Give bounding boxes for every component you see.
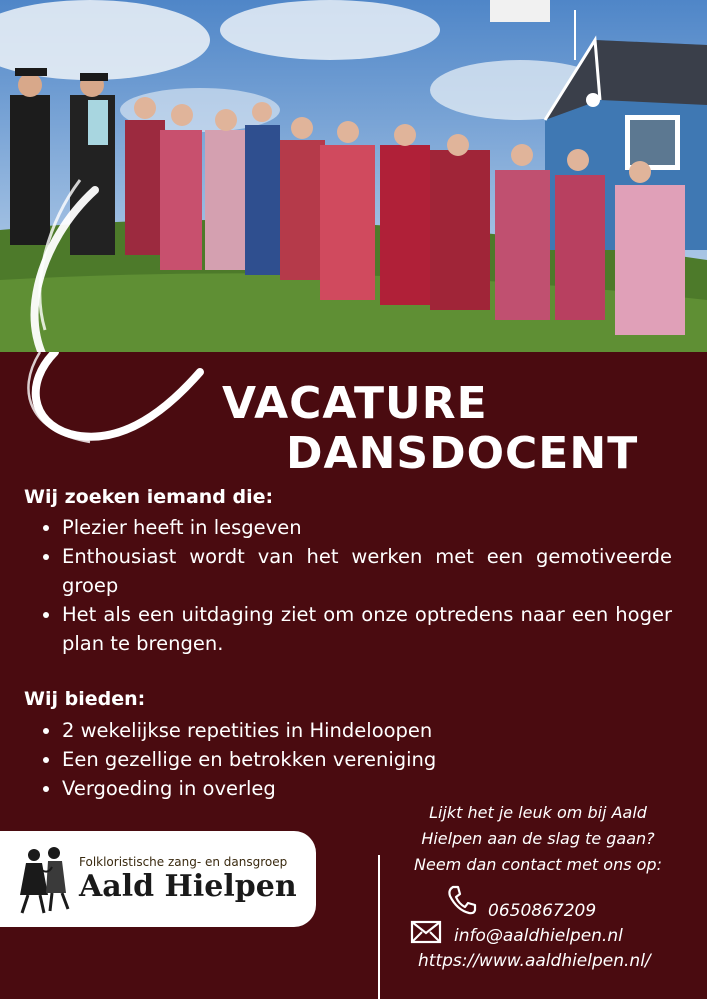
call-to-action	[388, 800, 688, 878]
list-item: Het als een uitdaging ziet om onze optredens naar een hoger plan te brengen.	[40, 600, 672, 658]
list-item: 2 wekelijkse repetities in Hindeloopen	[40, 716, 672, 745]
logo-card	[0, 831, 316, 927]
email-address[interactable]: info@aaldhielpen.nl	[454, 926, 623, 946]
decorative-swoosh	[0, 352, 220, 452]
seeking-list	[40, 513, 672, 658]
list-item: Vergoeding in overleg	[40, 774, 672, 803]
cta-line: Lijkt het je leuk om bij Aald	[429, 803, 647, 822]
logo-name: Aald Hielpen	[79, 869, 297, 904]
title-line-1: VACATURE	[222, 378, 488, 429]
cta-line: Neem dan contact met ons op:	[414, 855, 662, 874]
phone-icon	[446, 884, 478, 916]
mail-icon	[410, 920, 442, 944]
group-photo	[0, 0, 707, 352]
list-item: Een gezellige en betrokken vereniging	[40, 745, 672, 774]
cta-line: Hielpen aan de slag te gaan?	[421, 829, 655, 848]
seeking-heading: Wij zoeken iemand die:	[24, 486, 274, 508]
phone-number[interactable]: 0650867209	[488, 901, 597, 921]
vertical-divider	[378, 855, 380, 999]
list-item: Enthousiast wordt van het werken met een gemotiveerde groep	[40, 542, 672, 600]
dancers-logo-icon	[12, 845, 74, 915]
offer-list	[40, 716, 672, 803]
list-item: Plezier heeft in lesgeven	[40, 513, 672, 542]
logo-subtitle: Folkloristische zang- en dansgroep	[79, 855, 288, 869]
title-line-2: DANSDOCENT	[286, 428, 639, 479]
website-link[interactable]: https://www.aaldhielpen.nl/	[418, 951, 651, 971]
offer-heading: Wij bieden:	[24, 688, 146, 710]
